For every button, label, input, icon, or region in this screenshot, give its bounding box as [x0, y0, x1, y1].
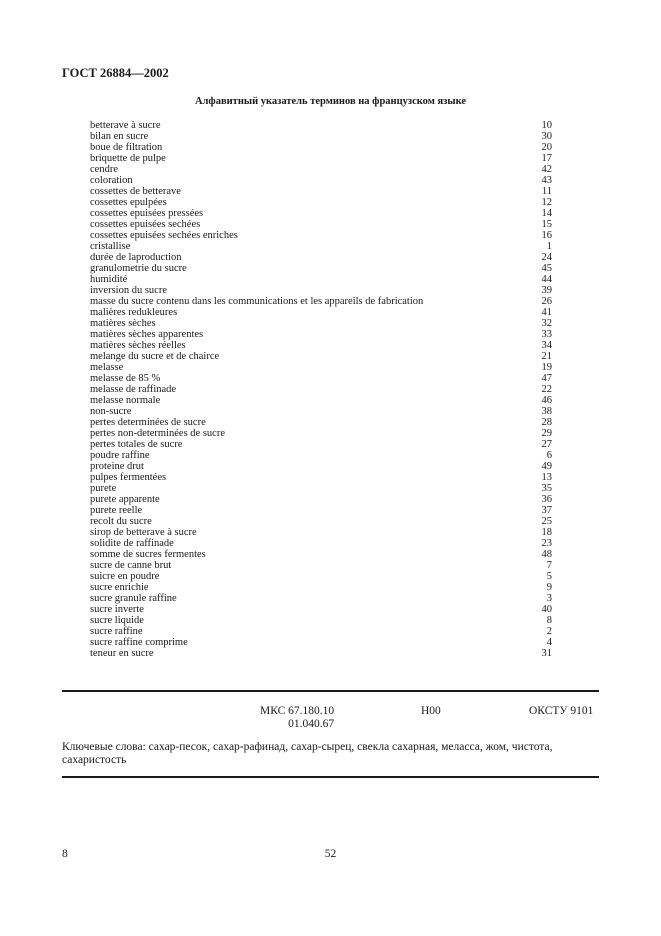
- keywords: Ключевые слова: сахар-песок, сахар-рафинад, сахар-сырец, свекла сахарная, меласса, жом, чистота, сахаристость: [62, 741, 553, 766]
- index-number: 29: [541, 428, 552, 439]
- index-number: 12: [541, 197, 552, 208]
- index-term: sucre raffine comprime: [90, 637, 188, 648]
- index-term: pertes non-determinées de sucre: [90, 428, 225, 439]
- index-term: betterave à sucre: [90, 120, 161, 131]
- index-term: recolt du sucre: [90, 516, 152, 527]
- index-term: sucre inverte: [90, 604, 144, 615]
- index-entry: [90, 417, 552, 428]
- index-number: 13: [541, 472, 552, 483]
- index-number: 11: [541, 186, 552, 197]
- index-entry: [90, 439, 552, 450]
- index-entry: [90, 571, 552, 582]
- index-entry: [90, 362, 552, 373]
- index-entry: [90, 285, 552, 296]
- index-term: proteine drut: [90, 461, 144, 472]
- index-entry: [90, 274, 552, 285]
- index-number: 5: [546, 571, 552, 582]
- index-number: 34: [541, 340, 552, 351]
- index-term: cossettes de betterave: [90, 186, 181, 197]
- index-entry: [90, 197, 552, 208]
- index-entry: [90, 329, 552, 340]
- index-term: masse du sucre contenu dans les communications et les appareils de fabrication: [90, 296, 424, 307]
- index-number: 24: [541, 252, 552, 263]
- index-entry: [90, 252, 552, 263]
- index-term: pertes determinées de sucre: [90, 417, 206, 428]
- index-entry: [90, 428, 552, 439]
- index-number: 37: [541, 505, 552, 516]
- index-number: 36: [541, 494, 552, 505]
- index-entry: [90, 384, 552, 395]
- index-term: somme de sucres fermentes: [90, 549, 206, 560]
- index-entry: [90, 505, 552, 516]
- index-term: sirop de betterave à sucre: [90, 527, 197, 538]
- index-term: granulometrie du sucre: [90, 263, 187, 274]
- index-entry: [90, 263, 552, 274]
- index-number: 49: [541, 461, 552, 472]
- index-number: 7: [546, 560, 552, 571]
- index-term: sucre enrichie: [90, 582, 149, 593]
- index-entry: [90, 164, 552, 175]
- index-entry: [90, 219, 552, 230]
- index-number: 28: [541, 417, 552, 428]
- mks-code: [260, 705, 334, 731]
- index-number: 41: [541, 307, 552, 318]
- mks-code-line-2: 01.040.67: [288, 718, 335, 730]
- index-number: 16: [541, 230, 552, 241]
- index-title: Алфавитный указатель терминов на французском языке: [194, 96, 467, 107]
- index-entry: [90, 153, 552, 164]
- index-term: matières sèches: [90, 318, 156, 329]
- index-entry: [90, 307, 552, 318]
- index-number: 4: [546, 637, 552, 648]
- index-term: matières sèches apparentes: [90, 329, 204, 340]
- index-term: teneur en sucre: [90, 648, 154, 659]
- index-number: 44: [541, 274, 552, 285]
- index-term: malières redukleures: [90, 307, 178, 318]
- index-number: 17: [541, 153, 552, 164]
- top-rule: [62, 690, 599, 692]
- index-entry: [90, 450, 552, 461]
- index-entry: [90, 208, 552, 219]
- index-term: coloration: [90, 175, 133, 186]
- index-entry: [90, 395, 552, 406]
- index-number: 2: [546, 626, 552, 637]
- index-number: 14: [541, 208, 552, 219]
- index-number: 30: [541, 131, 552, 142]
- index-entry: [90, 637, 552, 648]
- index-term: purete: [90, 483, 117, 494]
- index-term: cossettes epuisées sechées enriches: [90, 230, 238, 241]
- index-term: melasse de raffinade: [90, 384, 177, 395]
- index-number: 26: [541, 296, 552, 307]
- index-entry: [90, 318, 552, 329]
- index-entry: [90, 560, 552, 571]
- index-term: cossettes epuisées sechées: [90, 219, 201, 230]
- index-entry: [90, 351, 552, 362]
- index-number: 46: [541, 395, 552, 406]
- index-number: 22: [541, 384, 552, 395]
- index-term: cristallise: [90, 241, 131, 252]
- index-term: sucre de canne brut: [90, 560, 172, 571]
- index-number: 6: [546, 450, 552, 461]
- index-entry: [90, 142, 552, 153]
- index-number: 38: [541, 406, 552, 417]
- index-number: 3: [546, 593, 552, 604]
- mks-code-line-1: МКС 67.180.10: [260, 705, 335, 717]
- index-entry: [90, 241, 552, 252]
- index-term: humidité: [90, 274, 128, 285]
- index-term: non-sucre: [90, 406, 132, 417]
- page-number-center: 52: [324, 848, 337, 860]
- index-entry: [90, 626, 552, 637]
- index-entry: [90, 604, 552, 615]
- index-entry: [90, 538, 552, 549]
- index-number: 18: [541, 527, 552, 538]
- index-number: 35: [541, 483, 552, 494]
- bottom-rule: [62, 776, 599, 778]
- index-term: sucre raffine: [90, 626, 143, 637]
- index-number: 31: [541, 648, 552, 659]
- index-number: 25: [541, 516, 552, 527]
- index-entry: [90, 549, 552, 560]
- index-term: melange du sucre et de chairce: [90, 351, 220, 362]
- index-number: 43: [541, 175, 552, 186]
- index-term: boue de filtration: [90, 142, 163, 153]
- index-term: melasse de 85 %: [90, 373, 161, 384]
- index-entry: [90, 131, 552, 142]
- index-term: inversion du sucre: [90, 285, 167, 296]
- index-entry: [90, 186, 552, 197]
- index-number: 47: [541, 373, 552, 384]
- index-entry: [90, 472, 552, 483]
- index-number: 32: [541, 318, 552, 329]
- index-entry: [90, 483, 552, 494]
- index-term: purete apparente: [90, 494, 160, 505]
- index-number: 39: [541, 285, 552, 296]
- index-term: pertes totales de sucre: [90, 439, 183, 450]
- index-entry: [90, 175, 552, 186]
- index-entry: [90, 340, 552, 351]
- index-term: poudre raffine: [90, 450, 150, 461]
- index-entry: [90, 593, 552, 604]
- index-number: 9: [546, 582, 552, 593]
- index-term: purete reelle: [90, 505, 143, 516]
- index-entry: [90, 615, 552, 626]
- index-entry: [90, 494, 552, 505]
- index-number: 21: [541, 351, 552, 362]
- page-number-left: 8: [62, 848, 68, 860]
- index-term: pulpes fermentées: [90, 472, 167, 483]
- classification-code: Н00: [421, 705, 441, 717]
- index-number: 20: [541, 142, 552, 153]
- index-number: 10: [541, 120, 552, 131]
- index-number: 27: [541, 439, 552, 450]
- index-term: solidite de raffinade: [90, 538, 174, 549]
- index-term: suicre en poudre: [90, 571, 160, 582]
- index-entry: [90, 648, 552, 659]
- index-entry: [90, 406, 552, 417]
- doc-code: ГОСТ 26884—2002: [62, 66, 169, 80]
- index-term: sucre granule raffine: [90, 593, 177, 604]
- index-term: durée de laproduction: [90, 252, 182, 263]
- index-term: matières sèches réelles: [90, 340, 186, 351]
- index-term: sucre liquide: [90, 615, 144, 626]
- index-term: melasse: [90, 362, 124, 373]
- index-number: 42: [541, 164, 552, 175]
- index-entry: [90, 582, 552, 593]
- index-number: 48: [541, 549, 552, 560]
- index-number: 15: [541, 219, 552, 230]
- index-term: briquette de pulpe: [90, 153, 166, 164]
- index-entry: [90, 373, 552, 384]
- index-number: 19: [541, 362, 552, 373]
- index-entry: [90, 527, 552, 538]
- index-entry: [90, 230, 552, 241]
- index-number: 1: [546, 241, 552, 252]
- index-term: cendre: [90, 164, 118, 175]
- index-term: cossettes epuisées pressées: [90, 208, 204, 219]
- index-entry: [90, 516, 552, 527]
- okstu-code: ОКСТУ 9101: [529, 705, 594, 717]
- index-list: [90, 120, 552, 659]
- index-term: cossettes epulpées: [90, 197, 167, 208]
- index-entry: [90, 120, 552, 131]
- index-number: 33: [541, 329, 552, 340]
- index-number: 40: [541, 604, 552, 615]
- index-entry: [90, 296, 552, 307]
- index-number: 23: [541, 538, 552, 549]
- index-number: 8: [546, 615, 552, 626]
- index-entry: [90, 461, 552, 472]
- index-term: melasse normale: [90, 395, 161, 406]
- index-term: bilan en sucre: [90, 131, 149, 142]
- index-number: 45: [541, 263, 552, 274]
